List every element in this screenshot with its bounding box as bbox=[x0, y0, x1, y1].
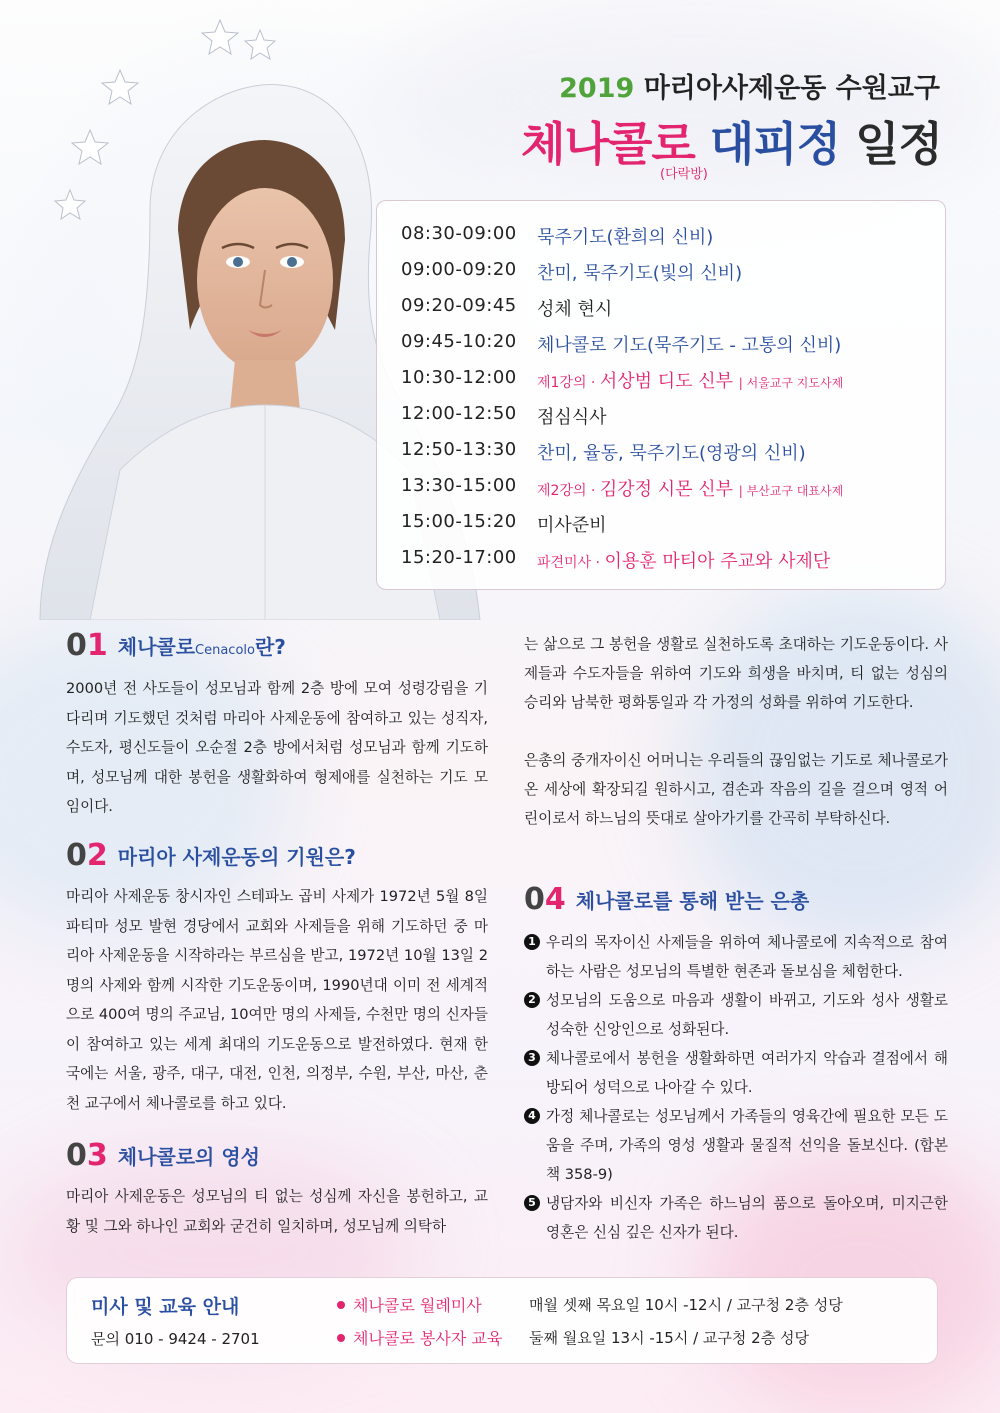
schedule-time: 12:50-13:30 bbox=[401, 439, 517, 460]
schedule-time: 09:00-09:20 bbox=[401, 259, 517, 280]
footer-item-desc: 매월 셋째 목요일 10시 -12시 / 교구청 2층 성당 bbox=[529, 1296, 843, 1314]
section-1-heading bbox=[66, 628, 286, 663]
title-part2: 대피정 bbox=[709, 117, 841, 171]
footer-title: 미사 및 교육 안내 bbox=[91, 1296, 240, 1318]
schedule-time: 13:30-15:00 bbox=[401, 475, 517, 496]
schedule-activity bbox=[537, 367, 843, 393]
schedule-row bbox=[401, 475, 941, 505]
footer-contact: 문의 010 - 9424 - 2701 bbox=[91, 1330, 260, 1348]
header-year: 2019 bbox=[559, 73, 635, 104]
number-badge-icon: 2 bbox=[524, 992, 540, 1008]
list-item: 2 성모님의 도움으로 마음과 생활이 바뀌고, 기도와 성사 생활로 성숙한 신앙인으로 성화된다. bbox=[524, 986, 948, 1044]
section-number: 04 bbox=[524, 882, 566, 917]
section-1-text: 2000년 전 사도들이 성모님과 함께 2층 방에 모여 성령강림을 기다리며 기도했던 것처럼 마리아 사제운동에 참여하고 있는 성직자, 수도자, 평신도들이 오순절 2층 방에서처럼 성모님과 함께 기도하며, 성모님께 대한 봉헌을 생활화하여 형제애를 실천하는 기도 모임이다. bbox=[66, 680, 488, 815]
number-badge-icon: 5 bbox=[524, 1195, 540, 1211]
section-2-text: 마리아 사제운동 창시자인 스테파노 곱비 사제가 1972년 5월 8일 파티마 성모 발현 경당에서 교회와 사제들을 위해 기도하던 중 마리아 사제운동을 시작하라는 부르심을 받고, 1972년 10월 13일 2명의 사제와 함께 시작한 기도운동이며, 1990년대 이미 전 세계적으로 400여 명의 주교님, 10여만 명의 사제들, 수천만 명의 신자들이 참여하고 있는 세계 최대의 기도운동으로 발전하였다. 현재 한국에는 서울, 광주, 대구, 대전, 인천, 의정부, 수원, 부산, 마산, 춘천 교구에서 체나콜로를 하고 있다. bbox=[66, 888, 488, 1112]
section-3-text-left: 마리아 사제운동은 성모님의 티 없는 성심께 자신을 봉헌하고, 교황 및 그와 하나인 교회와 굳건히 일치하며, 성모님께 의탁하 bbox=[66, 1188, 488, 1235]
schedule-row bbox=[401, 259, 941, 289]
schedule-prefix: 파견미사 · bbox=[537, 555, 605, 571]
schedule-activity: 성체 현시 bbox=[537, 299, 613, 320]
list-item: 5 냉담자와 비신자 가족은 하느님의 품으로 돌아오며, 미지근한 영혼은 신심 깊은 신자가 된다. bbox=[524, 1189, 948, 1247]
footer-info-box bbox=[66, 1277, 938, 1364]
schedule-speaker: 김강정 시몬 신부 bbox=[599, 479, 734, 500]
section-title: 마리아 사제운동의 기원은? bbox=[117, 845, 356, 869]
schedule-row bbox=[401, 223, 941, 253]
number-badge-icon: 3 bbox=[524, 1050, 540, 1066]
schedule-activity bbox=[537, 547, 830, 573]
section-title: 체나콜로를 통해 받는 은총 bbox=[575, 889, 810, 913]
page-title bbox=[521, 108, 942, 174]
schedule-prefix: 제2강의 · bbox=[537, 483, 600, 499]
schedule-activity: 미사준비 bbox=[537, 515, 607, 536]
section-title: 체나콜로의 영성 bbox=[117, 1145, 260, 1169]
schedule-box bbox=[376, 200, 946, 590]
schedule-time: 15:00-15:20 bbox=[401, 511, 517, 532]
bullet-icon bbox=[337, 1334, 345, 1342]
schedule-activity: 찬미, 율동, 묵주기도(영광의 신비) bbox=[537, 443, 806, 464]
schedule-time: 10:30-12:00 bbox=[401, 367, 517, 388]
section-number: 01 bbox=[66, 628, 108, 663]
schedule-time: 15:20-17:00 bbox=[401, 547, 517, 568]
schedule-activity: 묵주기도(환희의 신비) bbox=[537, 227, 714, 248]
schedule-time: 08:30-09:00 bbox=[401, 223, 517, 244]
schedule-speaker: 이용훈 마티아 주교와 사제단 bbox=[604, 551, 831, 572]
footer-item-desc: 둘째 월요일 13시 -15시 / 교구청 2층 성당 bbox=[529, 1329, 809, 1347]
title-subtitle: (다락방) bbox=[660, 167, 708, 182]
title-part3: 일정 bbox=[855, 117, 942, 171]
list-item: 1 우리의 목자이신 사제들을 위하여 체나콜로에 지속적으로 참여하는 사람은 성모님의 특별한 현존과 돌보심을 체험한다. bbox=[524, 928, 948, 986]
list-item: 3 체나콜로에서 봉헌을 생활화하면 여러가지 악습과 결점에서 해방되어 성덕으로 나아갈 수 있다. bbox=[524, 1044, 948, 1102]
schedule-note: | 부산교구 대표사제 bbox=[738, 484, 844, 498]
schedule-time: 12:00-12:50 bbox=[401, 403, 517, 424]
header-year-org bbox=[559, 66, 940, 105]
schedule-row bbox=[401, 511, 941, 541]
grace-list bbox=[524, 928, 948, 1247]
schedule-speaker: 서상범 디도 신부 bbox=[599, 371, 734, 392]
section-title: 체나콜로Cenacolo란? bbox=[117, 635, 286, 659]
list-item: 4 가정 체나콜로는 성모님께서 가족들의 영육간에 필요한 모든 도움을 주며, 가족의 영성 생활과 물질적 선익을 돌보신다. (합본책 358-9) bbox=[524, 1102, 948, 1189]
section-number: 03 bbox=[66, 1138, 108, 1173]
star-icon bbox=[20, 0, 340, 260]
schedule-row bbox=[401, 403, 941, 433]
title-part1: 체나콜로 bbox=[521, 117, 695, 171]
header-org: 마리아사제운동 수원교구 bbox=[643, 73, 940, 104]
schedule-row bbox=[401, 331, 941, 361]
section-3-heading bbox=[66, 1138, 260, 1173]
schedule-row bbox=[401, 295, 941, 325]
schedule-prefix: 제1강의 · bbox=[537, 375, 600, 391]
section-2-heading bbox=[66, 838, 356, 873]
bullet-icon bbox=[337, 1301, 345, 1309]
footer-item-label: 체나콜로 월례미사 bbox=[353, 1296, 482, 1315]
number-badge-icon: 4 bbox=[524, 1108, 540, 1124]
section-3-text-right-2: 은총의 중개자이신 어머니는 우리들의 끊임없는 기도로 체나콜로가 온 세상에 확장되길 원하시고, 겸손과 작음의 길을 걸으며 영적 어린이로서 하느님의 뜻대로 살아가기를 간곡히 부탁하신다. bbox=[524, 752, 948, 827]
schedule-time: 09:20-09:45 bbox=[401, 295, 517, 316]
schedule-time: 09:45-10:20 bbox=[401, 331, 517, 352]
schedule-activity: 찬미, 묵주기도(빛의 신비) bbox=[537, 263, 743, 284]
footer-item-label: 체나콜로 봉사자 교육 bbox=[353, 1329, 503, 1348]
section-4-heading bbox=[524, 882, 809, 917]
schedule-row bbox=[401, 367, 941, 397]
schedule-activity: 점심식사 bbox=[537, 407, 607, 428]
number-badge-icon: 1 bbox=[524, 934, 540, 950]
section-number: 02 bbox=[66, 838, 108, 873]
schedule-activity bbox=[537, 475, 843, 501]
schedule-note: | 서울교구 지도사제 bbox=[738, 376, 844, 390]
schedule-activity: 체나콜로 기도(묵주기도 - 고통의 신비) bbox=[537, 335, 842, 356]
schedule-row bbox=[401, 547, 941, 577]
section-3-text-right-1: 는 삶으로 그 봉헌을 생활로 실천하도록 초대하는 기도운동이다. 사제들과 수도자들을 위하여 기도와 희생을 바치며, 티 없는 성심의 승리와 남북한 평화통일과 각 가정의 성화를 위하여 기도한다. bbox=[524, 636, 948, 711]
schedule-row bbox=[401, 439, 941, 469]
